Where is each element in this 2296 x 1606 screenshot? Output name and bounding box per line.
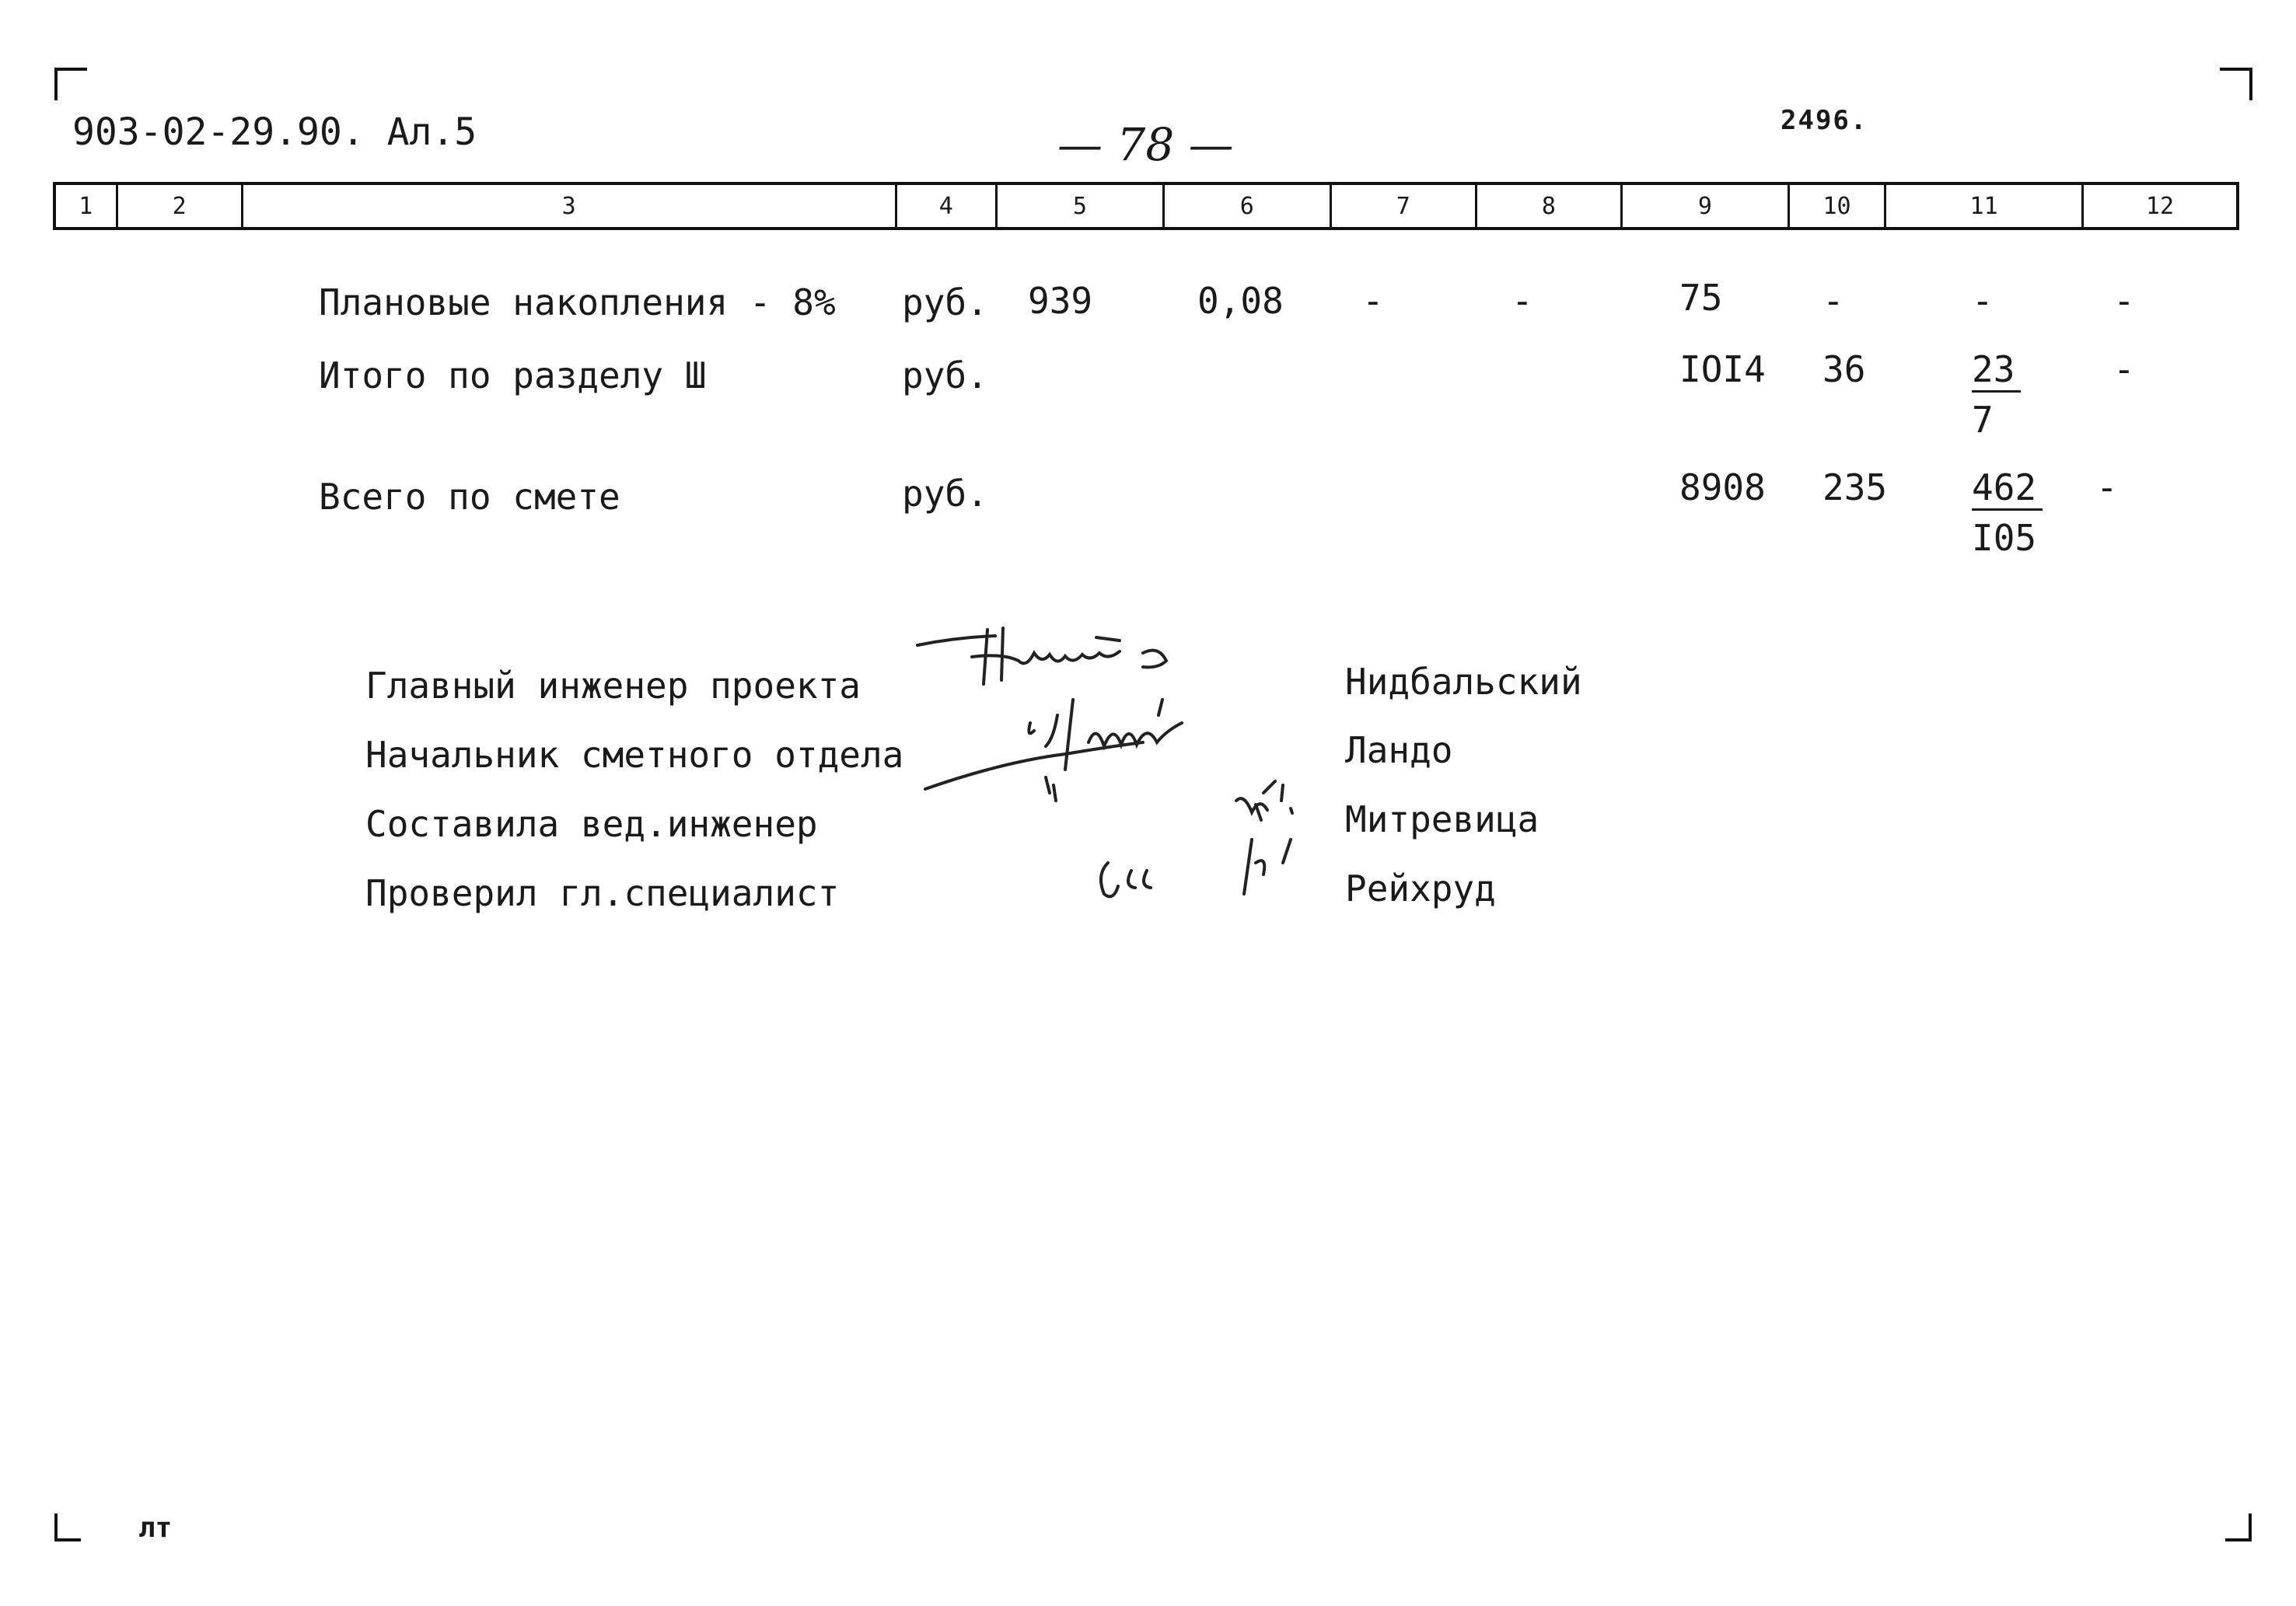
column-header-10: 10	[1790, 185, 1886, 227]
column-header-12: 12	[2145, 192, 2175, 220]
row-unit: руб.	[902, 281, 988, 323]
row-unit: руб.	[902, 473, 988, 515]
row-col11-value: -	[1972, 280, 1994, 322]
row-col5-value: 939	[1028, 280, 1093, 322]
row-col6-value: 0,08	[1197, 280, 1284, 322]
document-code: 903-02-29.90. Ал.5	[72, 110, 477, 154]
column-header-row	[53, 182, 2239, 230]
row-name: Плановые накопления - 8%	[319, 281, 836, 323]
signature-name: Митревица	[1345, 798, 1539, 840]
row-name: Всего по смете	[319, 476, 620, 518]
page-number: — 78 —	[1057, 118, 1234, 171]
row-col12-value: -	[2113, 348, 2135, 390]
signature-role: Начальник сметного отдела	[365, 734, 904, 776]
signature-name: Рейхруд	[1345, 868, 1496, 909]
column-header-2: 2	[118, 185, 243, 227]
column-header-1: 1	[56, 185, 118, 227]
signature-name: Нидбальский	[1345, 661, 1582, 703]
column-header-7: 7	[1332, 185, 1477, 227]
fraction-numerator: 23	[1972, 348, 2021, 393]
corner-mark-top-right	[2220, 68, 2252, 100]
row-col12-value: -	[2113, 280, 2135, 322]
signature-name: Ландо	[1345, 729, 1453, 771]
column-header-8: 8	[1477, 185, 1623, 227]
row-col12-value: -	[2096, 466, 2118, 508]
row-col11-fraction	[1972, 348, 2021, 441]
corner-mark-bottom-right	[2225, 1513, 2252, 1541]
row-col7-value: -	[1362, 280, 1384, 322]
row-col9-value: 75	[1679, 277, 1723, 319]
column-header-3: 3	[243, 185, 897, 227]
footer-label: лт	[138, 1512, 173, 1544]
handwritten-signatures	[910, 606, 1330, 933]
column-header-11: 11	[1886, 185, 2084, 227]
row-col10-value: -	[1822, 280, 1844, 322]
fraction-denominator: I05	[1972, 517, 2037, 559]
row-col10-value: 36	[1822, 348, 1866, 390]
archive-stamp: 2496.	[1781, 105, 1868, 136]
corner-mark-bottom-left	[54, 1513, 81, 1541]
column-header-5: 5	[998, 185, 1165, 227]
row-col9-value: IOI4	[1679, 348, 1766, 390]
signature-role: Составила вед.инженер	[365, 803, 818, 845]
fraction-numerator: 462	[1972, 466, 2043, 511]
signature-role: Главный инженер проекта	[365, 665, 861, 707]
row-col9-value: 8908	[1679, 466, 1766, 508]
row-unit: руб.	[902, 354, 988, 396]
signature-role: Проверил гл.специалист	[365, 872, 840, 914]
column-header-9: 9	[1623, 185, 1790, 227]
row-name: Итого по разделу Ш	[319, 354, 707, 396]
row-col11-fraction	[1972, 466, 2043, 559]
row-col10-value: 235	[1822, 466, 1888, 508]
row-col8-value: -	[1511, 280, 1533, 322]
column-header-6: 6	[1165, 185, 1332, 227]
column-header-4: 4	[897, 185, 998, 227]
fraction-denominator: 7	[1972, 399, 1994, 441]
corner-mark-top-left	[54, 68, 87, 100]
